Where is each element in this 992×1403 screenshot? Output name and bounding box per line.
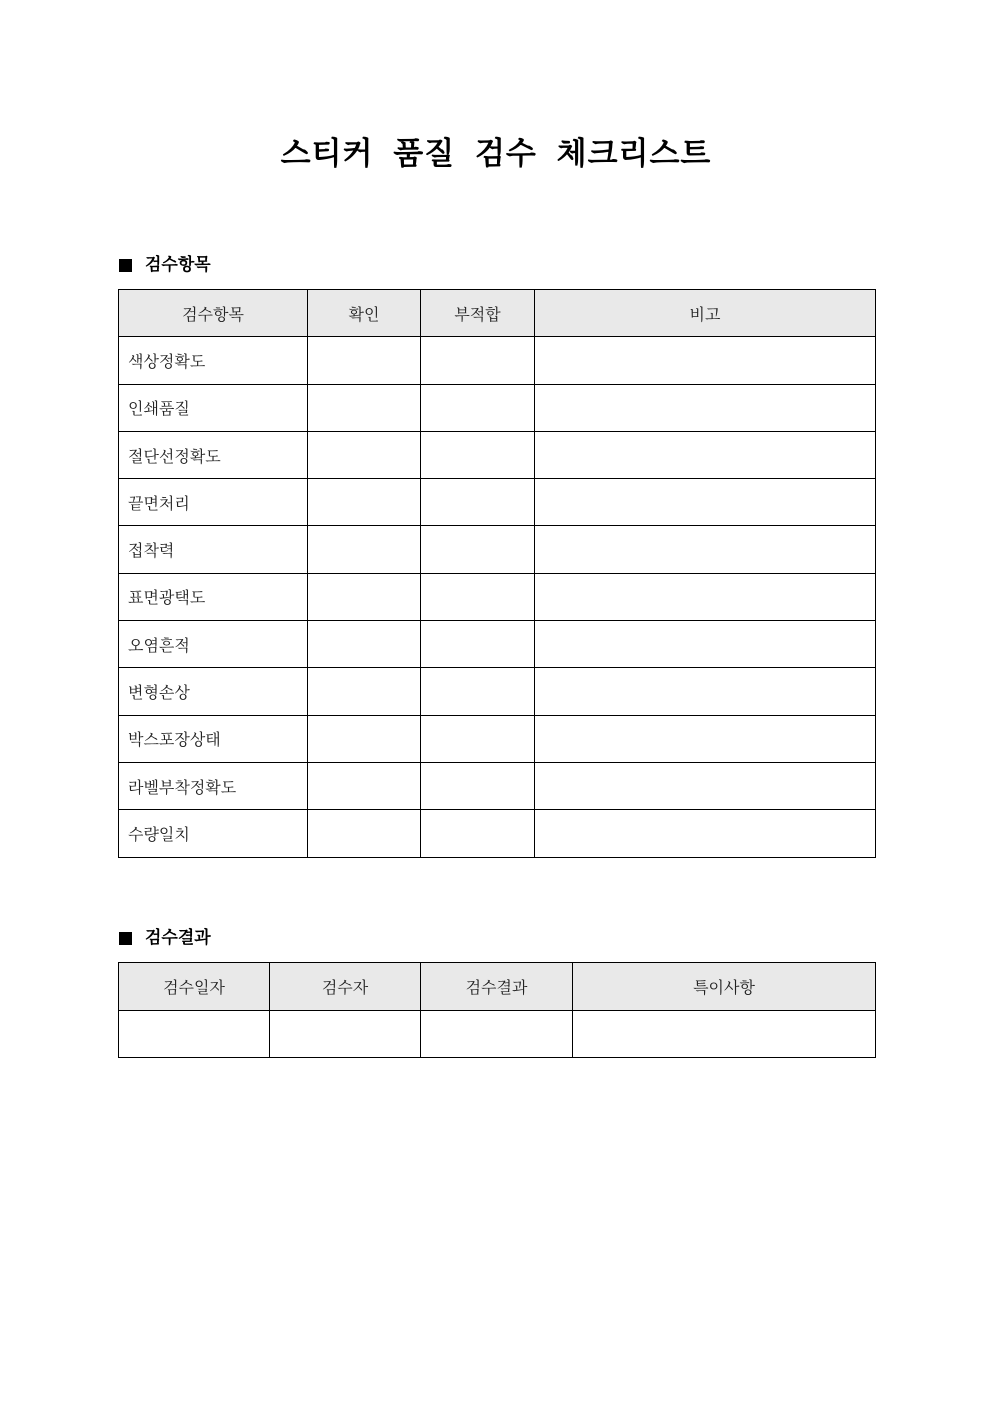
item-label: 접착력	[119, 526, 308, 573]
remarks-cell[interactable]	[535, 810, 876, 857]
item-label: 끝면처리	[119, 479, 308, 526]
notes-cell[interactable]	[573, 1010, 876, 1058]
remarks-cell[interactable]	[535, 573, 876, 620]
remarks-cell[interactable]	[535, 715, 876, 762]
check-cell[interactable]	[308, 573, 421, 620]
table-row	[119, 384, 876, 431]
square-bullet-icon	[119, 932, 132, 945]
result-cell[interactable]	[421, 1010, 573, 1058]
item-label: 표면광택도	[119, 573, 308, 620]
item-label: 라벨부착정확도	[119, 762, 308, 809]
check-cell[interactable]	[308, 762, 421, 809]
table-row	[119, 573, 876, 620]
check-cell[interactable]	[308, 715, 421, 762]
section-heading-inspection-items	[119, 253, 211, 277]
item-label: 변형손상	[119, 668, 308, 715]
check-cell[interactable]	[308, 384, 421, 431]
nonconforming-cell[interactable]	[421, 337, 535, 384]
check-cell[interactable]	[308, 337, 421, 384]
table-row	[119, 1010, 876, 1058]
nonconforming-cell[interactable]	[421, 668, 535, 715]
nonconforming-cell[interactable]	[421, 715, 535, 762]
check-cell[interactable]	[308, 479, 421, 526]
table-row	[119, 479, 876, 526]
remarks-cell[interactable]	[535, 384, 876, 431]
nonconforming-cell[interactable]	[421, 526, 535, 573]
remarks-cell[interactable]	[535, 431, 876, 478]
nonconforming-cell[interactable]	[421, 573, 535, 620]
remarks-cell[interactable]	[535, 479, 876, 526]
table-row	[119, 668, 876, 715]
item-label: 인쇄품질	[119, 384, 308, 431]
column-header-remarks: 비고	[535, 290, 876, 337]
document-title: 스티커 품질 검수 체크리스트	[280, 136, 712, 172]
date-cell[interactable]	[119, 1010, 270, 1058]
inspection-result-table	[118, 962, 876, 1058]
table-row	[119, 762, 876, 809]
check-cell[interactable]	[308, 668, 421, 715]
check-cell[interactable]	[308, 810, 421, 857]
nonconforming-cell[interactable]	[421, 431, 535, 478]
column-header-notes: 특이사항	[573, 963, 876, 1011]
column-header-check: 확인	[308, 290, 421, 337]
section-heading-label: 검수항목	[145, 255, 211, 275]
column-header-date: 검수일자	[119, 963, 270, 1011]
column-header-inspector: 검수자	[270, 963, 421, 1011]
nonconforming-cell[interactable]	[421, 384, 535, 431]
check-cell[interactable]	[308, 431, 421, 478]
table-row	[119, 715, 876, 762]
table-row	[119, 526, 876, 573]
column-header-item: 검수항목	[119, 290, 308, 337]
nonconforming-cell[interactable]	[421, 479, 535, 526]
table-header-row	[119, 290, 876, 337]
table-header-row	[119, 963, 876, 1011]
item-label: 절단선정확도	[119, 431, 308, 478]
remarks-cell[interactable]	[535, 668, 876, 715]
item-label: 수량일치	[119, 810, 308, 857]
square-bullet-icon	[119, 259, 132, 272]
nonconforming-cell[interactable]	[421, 810, 535, 857]
check-cell[interactable]	[308, 621, 421, 668]
remarks-cell[interactable]	[535, 337, 876, 384]
remarks-cell[interactable]	[535, 526, 876, 573]
nonconforming-cell[interactable]	[421, 621, 535, 668]
remarks-cell[interactable]	[535, 762, 876, 809]
item-label: 색상정확도	[119, 337, 308, 384]
column-header-result: 검수결과	[421, 963, 573, 1011]
table-row	[119, 810, 876, 857]
item-label: 오염흔적	[119, 621, 308, 668]
nonconforming-cell[interactable]	[421, 762, 535, 809]
table-row	[119, 621, 876, 668]
inspector-cell[interactable]	[270, 1010, 421, 1058]
column-header-nonconforming: 부적합	[421, 290, 535, 337]
check-cell[interactable]	[308, 526, 421, 573]
section-heading-inspection-result	[119, 926, 211, 950]
remarks-cell[interactable]	[535, 621, 876, 668]
section-heading-label: 검수결과	[145, 928, 211, 948]
table-row	[119, 431, 876, 478]
item-label: 박스포장상태	[119, 715, 308, 762]
table-row	[119, 337, 876, 384]
inspection-items-table	[118, 289, 876, 858]
